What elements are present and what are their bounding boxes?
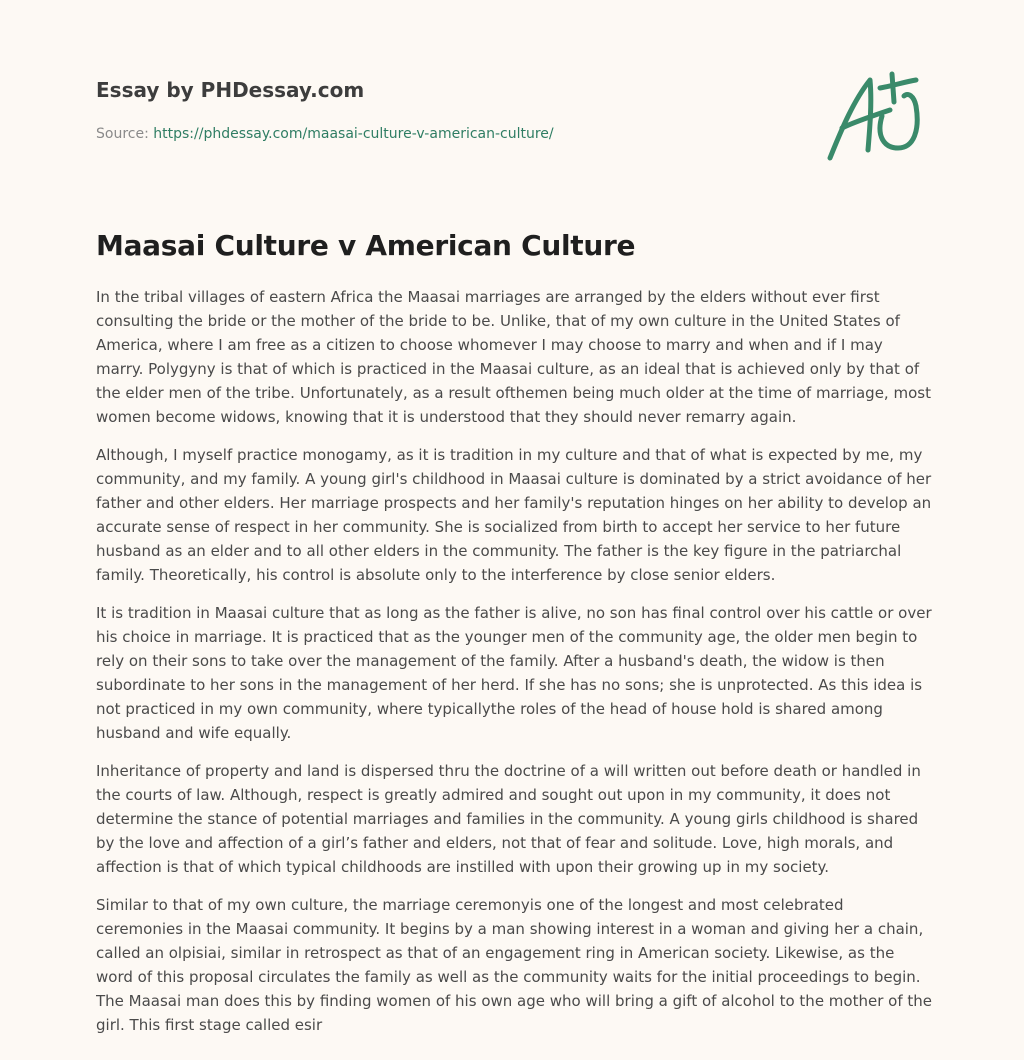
source-label: Source: (96, 126, 154, 142)
site-title: Essay by PHDessay.com (96, 78, 365, 102)
page-header (96, 74, 796, 144)
plus-vertical-stroke (892, 74, 894, 102)
loop-stroke (880, 94, 917, 148)
source-link[interactable]: https://phdessay.com/maasai-culture-v-american-culture/ (153, 126, 554, 142)
essay-paragraph: Although, I myself practice monogamy, as it is tradition in my culture and that of what is expected by me, my community, and my family. A young girl's childhood in Maasai culture is dominated by a strict avoidance of her father and other elders. Her marriage prospects and her family's reputation hinges on her ability to develop an accurate sense of respect in her community. She is socialized from birth to accept her service to her future husband as an elder and to all other elders in the community. The father is the key figure in the patriarchal family. Theoretically, his control is absolute only to the interference by close senior elders. (96, 446, 932, 584)
essay-paragraph: Inheritance of property and land is dispersed thru the doctrine of a will written out before death or handled in the courts of law. Although, respect is greatly admired and sought out upon in my community, it does not determine the stance of potential marriages and families in the community. A young girls childhood is shared by the love and affection of a girl’s father and elders, not that of fear and solitude. Love, high morals, and affection is that of which typical childhoods are instilled with upon their growing up in my society. (96, 762, 921, 876)
essay-paragraph: In the tribal villages of eastern Africa the Maasai marriages are arranged by the elders without ever first consulting the bride or the mother of the bride to be. Unlike, that of my own culture in the United States of America, where I am free as a citizen to choose whomever I may choose to marry and when and if I may marry. Polygyny is that of which is practiced in the Maasai culture, as an ideal that is achieved only by that of the elder men of the tribe. Unfortunately, as a result ofthemen being much older at the time of marriage, most women become widows, knowing that it is understood that they should never remarry again. (96, 288, 931, 426)
essay-paragraph: It is tradition in Maasai culture that as long as the father is alive, no son has final control over his cattle or over his choice in marriage. It is practiced that as the younger men of the community age, the older men begin to rely on their sons to take over the management of the family. After a husband's death, the widow is then subordinate to her sons in the management of her herd. If she has no sons; she is unprotected. As this idea is not practiced in my own community, where typicallythe roles of the head of house hold is shared among husband and wife equally. (96, 604, 932, 742)
document-title: Maasai Culture v American Culture (96, 229, 636, 262)
a-plus-logo-svg (820, 66, 932, 166)
essay-paragraph: Similar to that of my own culture, the marriage ceremonyis one of the longest and most celebrated ceremonies in the Maasai community. It begins by a man showing interest in a woman and giving her a chain, called an olpisiai, similar in retrospect as that of an engagement ring in American society. Likewise, as the word of this proposal circulates the family as well as the community waits for the initial proceedings to begin. The Maasai man does this by finding women of his own age who will bring a gift of alcohol to the mother of the girl. This first stage called esir (96, 896, 932, 1034)
a-plus-grade-icon (820, 66, 932, 166)
source-line (96, 124, 796, 144)
essay-body (96, 285, 932, 1045)
plus-horizontal-stroke (880, 80, 916, 88)
